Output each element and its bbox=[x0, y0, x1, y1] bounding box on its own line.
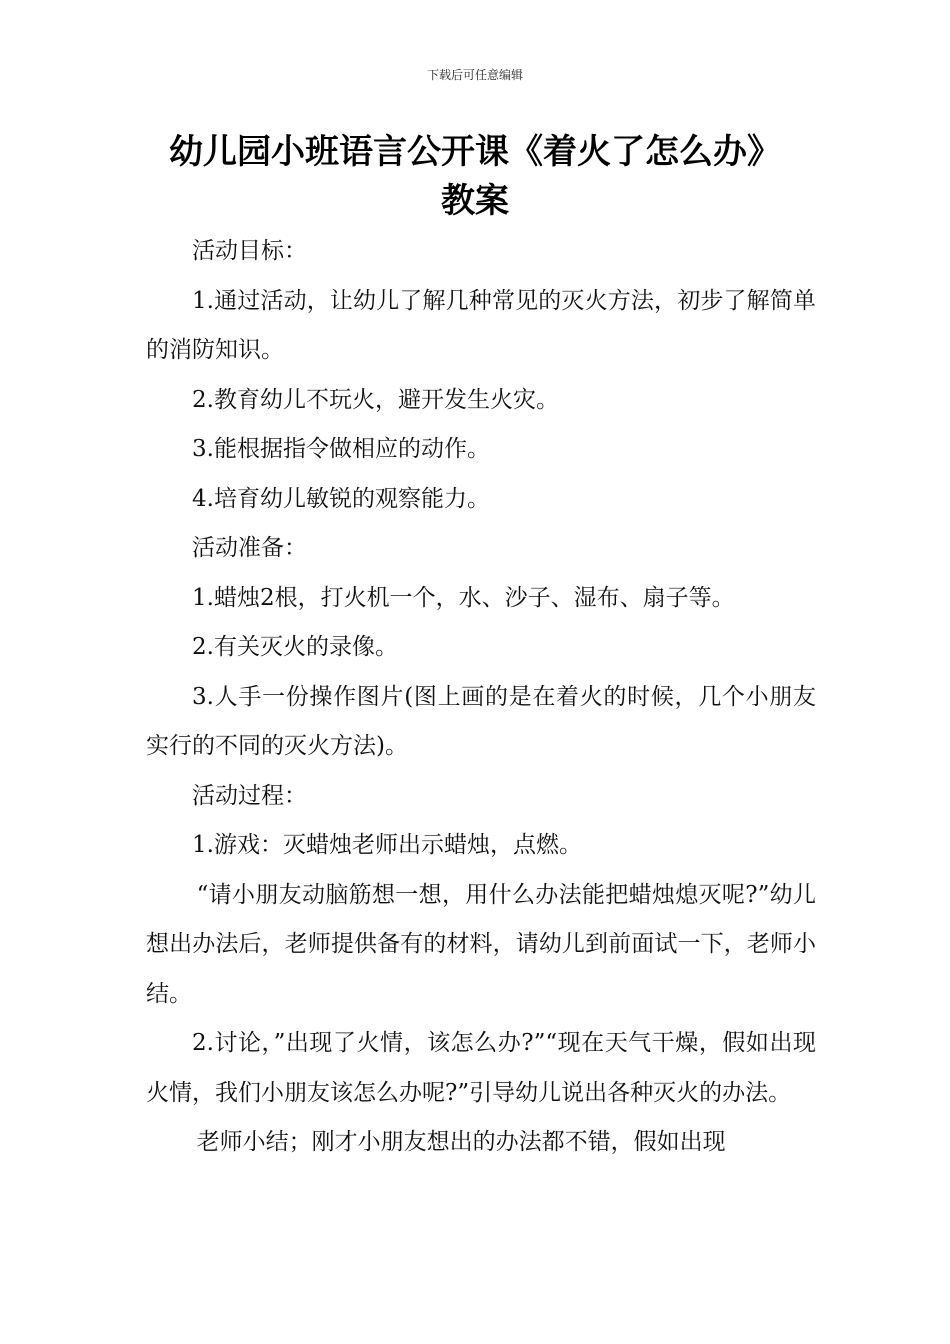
paragraph-prep-1: 1.蜡烛2根，打火机一个，水、沙子、湿布、扇子等。 bbox=[192, 584, 735, 611]
section-heading-process: 活动过程： bbox=[192, 782, 307, 809]
paragraph-goal-1: 1.通过活动，让幼儿了解几种常见的灭火方法，初步了解简单的消防知识。 bbox=[146, 287, 816, 363]
document-body bbox=[146, 227, 816, 1168]
header-note: 下载后可任意编辑 bbox=[426, 68, 523, 82]
paragraph-prep-3: 3.人手一份操作图片(图上画的是在着火的时候，几个小朋友实行的不同的灭火方法)。 bbox=[146, 683, 816, 759]
section-heading-preparation: 活动准备： bbox=[192, 535, 307, 561]
section-heading-goals: 活动目标： bbox=[192, 238, 307, 264]
paragraph-goal-2: 2.教育幼儿不玩火，避开发生火灾。 bbox=[192, 386, 559, 413]
paragraph-process-quote: “请小朋友动脑筋想一想，用什么办法能把蜡烛熄灭呢?”幼儿想出办法后，老师提供备有的材料，请幼儿到前面试一下，老师小结。 bbox=[146, 881, 816, 1007]
paragraph-goal-3: 3.能根据指令做相应的动作。 bbox=[192, 436, 490, 462]
title-line-2: 教案 bbox=[441, 181, 509, 221]
document-title bbox=[100, 128, 850, 226]
paragraph-process-1: 1.游戏：灭蜡烛老师出示蜡烛，点燃。 bbox=[192, 832, 582, 858]
paragraph-process-2: 2.讨论，”出现了火情，该怎么办?”“现在天气干燥，假如出现火情，我们小朋友该怎么办呢?”引导幼儿说出各种灭火的办法。 bbox=[146, 1030, 816, 1106]
paragraph-teacher-summary: 老师小结；刚才小朋友想出的办法都不错，假如出现 bbox=[196, 1129, 726, 1155]
paragraph-prep-2: 2.有关灭火的录像。 bbox=[192, 634, 398, 660]
title-line-1: 幼儿园小班语言公开课《着火了怎么办》 bbox=[169, 132, 781, 172]
paragraph-goal-4: 4.培育幼儿敏锐的观察能力。 bbox=[192, 485, 490, 512]
